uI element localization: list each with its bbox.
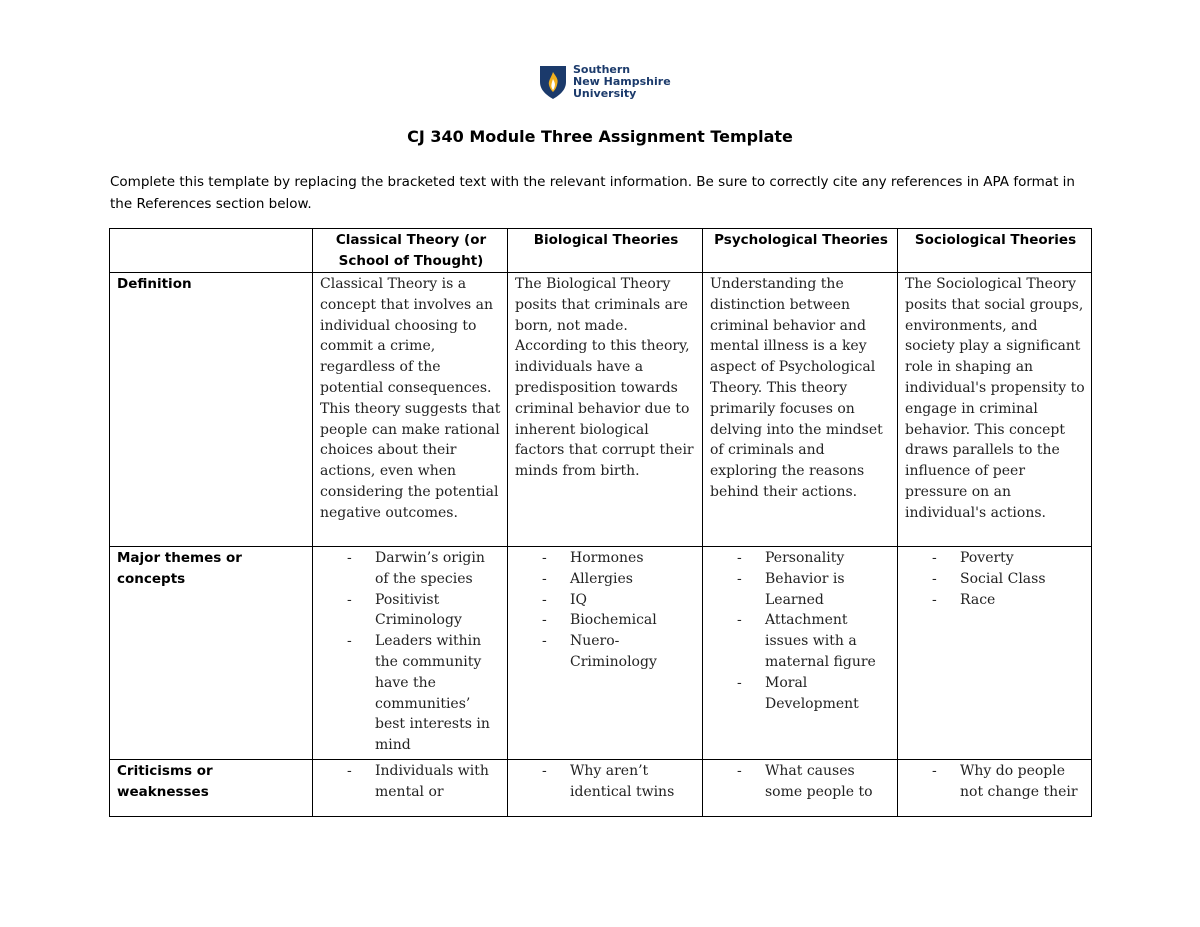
cell-criticisms-sociological[interactable]	[898, 760, 1092, 817]
logo-wordmark	[573, 64, 671, 100]
list-item: - Positivist Criminology	[320, 590, 502, 632]
header-empty-cell	[110, 229, 313, 273]
cell-definition-sociological[interactable]: The Sociological Theory posits that social groups, environments, and society play a significant role in shaping an individual's propensity to engage in criminal behavior. This concept draws parallels to the influence of peer pressure on an individual's actions.	[898, 273, 1092, 547]
logo-line-1: Southern	[573, 63, 631, 76]
list-item: - Darwin’s origin of the species	[320, 548, 502, 590]
cell-themes-biological[interactable]	[508, 547, 703, 760]
list-item: - Why aren’t identical twins	[515, 761, 697, 803]
cell-themes-psychological[interactable]	[703, 547, 898, 760]
list-item: - Nuero-Criminology	[515, 631, 697, 673]
list-item: - IQ	[515, 590, 697, 611]
list-item: - Why do people not change their	[905, 761, 1086, 803]
page-title: CJ 340 Module Three Assignment Template	[407, 127, 793, 146]
header-sociological-theories: Sociological Theories	[898, 229, 1092, 273]
cell-criticisms-biological[interactable]	[508, 760, 703, 817]
list-item: - What causes some people to	[710, 761, 892, 803]
logo-line-2: New Hampshire	[573, 75, 671, 88]
shield-flame-icon	[538, 64, 568, 100]
cell-criticisms-psychological[interactable]	[703, 760, 898, 817]
cell-definition-classical[interactable]: Classical Theory is a concept that involves an individual choosing to commit a crime, regardless of the potential consequences. This theory suggests that people can make rational choices about their actions, even when considering the potential negative outcomes.	[313, 273, 508, 547]
cell-themes-classical[interactable]	[313, 547, 508, 760]
list-item: - Individuals with mental or	[320, 761, 502, 803]
cell-criticisms-classical[interactable]	[313, 760, 508, 817]
themes-list-psychological	[710, 548, 892, 714]
list-item: - Social Class	[905, 569, 1086, 590]
instructions-paragraph: Complete this template by replacing the bracketed text with the relevant information. Be sure to correctly cite any references in APA format in the References section below.	[110, 174, 1075, 212]
themes-list-classical	[320, 548, 502, 756]
theories-table	[109, 228, 1092, 817]
table-row-definition	[110, 273, 1092, 547]
table-header-row	[110, 229, 1092, 273]
snhu-logo	[538, 64, 671, 100]
themes-list-sociological	[905, 548, 1086, 610]
cell-definition-biological[interactable]: The Biological Theory posits that criminals are born, not made. According to this theory, individuals have a predisposition towards criminal behavior due to inherent biological factors that corrupt their minds from birth.	[508, 273, 703, 547]
row-label-definition: Definition	[110, 273, 313, 547]
list-item: - Biochemical	[515, 610, 697, 631]
list-item: - Leaders within the community have the communities’ best interests in mind	[320, 631, 502, 756]
header-classical-theory: Classical Theory (or School of Thought)	[313, 229, 508, 273]
list-item: - Behavior is Learned	[710, 569, 892, 611]
table-row-major-themes	[110, 547, 1092, 760]
themes-list-biological	[515, 548, 697, 673]
criticisms-list-psychological	[710, 761, 892, 803]
list-item: - Hormones	[515, 548, 697, 569]
list-item: - Personality	[710, 548, 892, 569]
criticisms-list-biological	[515, 761, 697, 803]
header-biological-theories: Biological Theories	[508, 229, 703, 273]
list-item: - Poverty	[905, 548, 1086, 569]
logo-line-3: University	[573, 87, 637, 100]
list-item: - Allergies	[515, 569, 697, 590]
criticisms-list-classical	[320, 761, 502, 803]
cell-themes-sociological[interactable]	[898, 547, 1092, 760]
criticisms-list-sociological	[905, 761, 1086, 803]
list-item: - Attachment issues with a maternal figure	[710, 610, 892, 672]
list-item: - Race	[905, 590, 1086, 611]
header-psychological-theories: Psychological Theories	[703, 229, 898, 273]
list-item: - Moral Development	[710, 673, 892, 715]
cell-definition-psychological[interactable]: Understanding the distinction between criminal behavior and mental illness is a key aspect of Psychological Theory. This theory primarily focuses on delving into the mindset of criminals and exploring the reasons behind their actions.	[703, 273, 898, 547]
row-label-major-themes: Major themes or concepts	[110, 547, 313, 760]
row-label-criticisms: Criticisms or weaknesses	[110, 760, 313, 817]
table-row-criticisms	[110, 760, 1092, 817]
